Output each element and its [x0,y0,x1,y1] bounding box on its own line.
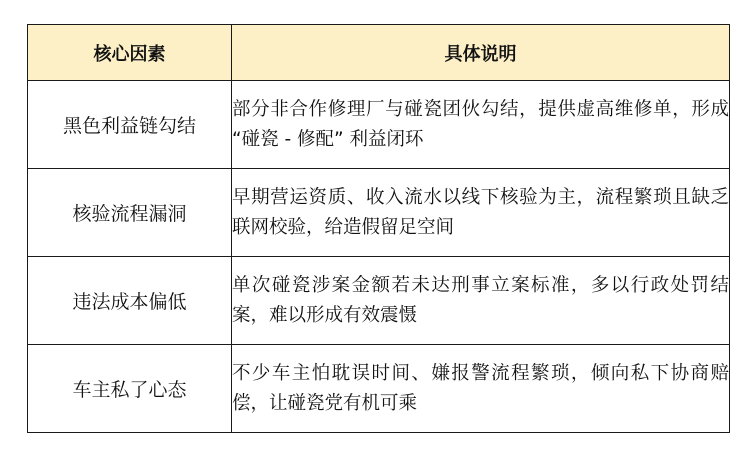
factor-cell: 违法成本偏低 [28,257,232,345]
factor-cell: 核验流程漏洞 [28,169,232,257]
header-factor: 核心因素 [28,25,232,81]
factor-cell: 黑色利益链勾结 [28,81,232,169]
table-body [28,81,730,433]
description-cell: 不少车主怕耽误时间、嫌报警流程繁琐，倾向私下协商赔偿，让碰瓷党有机可乘 [232,345,730,433]
description-cell: 部分非合作修理厂与碰瓷团伙勾结，提供虚高维修单，形成 “碰瓷 - 修配” 利益闭环 [232,81,730,169]
description-cell: 单次碰瓷涉案金额若未达刑事立案标准，多以行政处罚结案，难以形成有效震慑 [232,257,730,345]
factor-table [27,24,730,433]
table-row [28,257,730,345]
table-row [28,169,730,257]
table-row [28,345,730,433]
table-header [28,25,730,81]
factor-cell: 车主私了心态 [28,345,232,433]
description-cell: 早期营运资质、收入流水以线下核验为主，流程繁琐且缺乏联网校验，给造假留足空间 [232,169,730,257]
table-row [28,81,730,169]
header-row [28,25,730,81]
header-description: 具体说明 [232,25,730,81]
